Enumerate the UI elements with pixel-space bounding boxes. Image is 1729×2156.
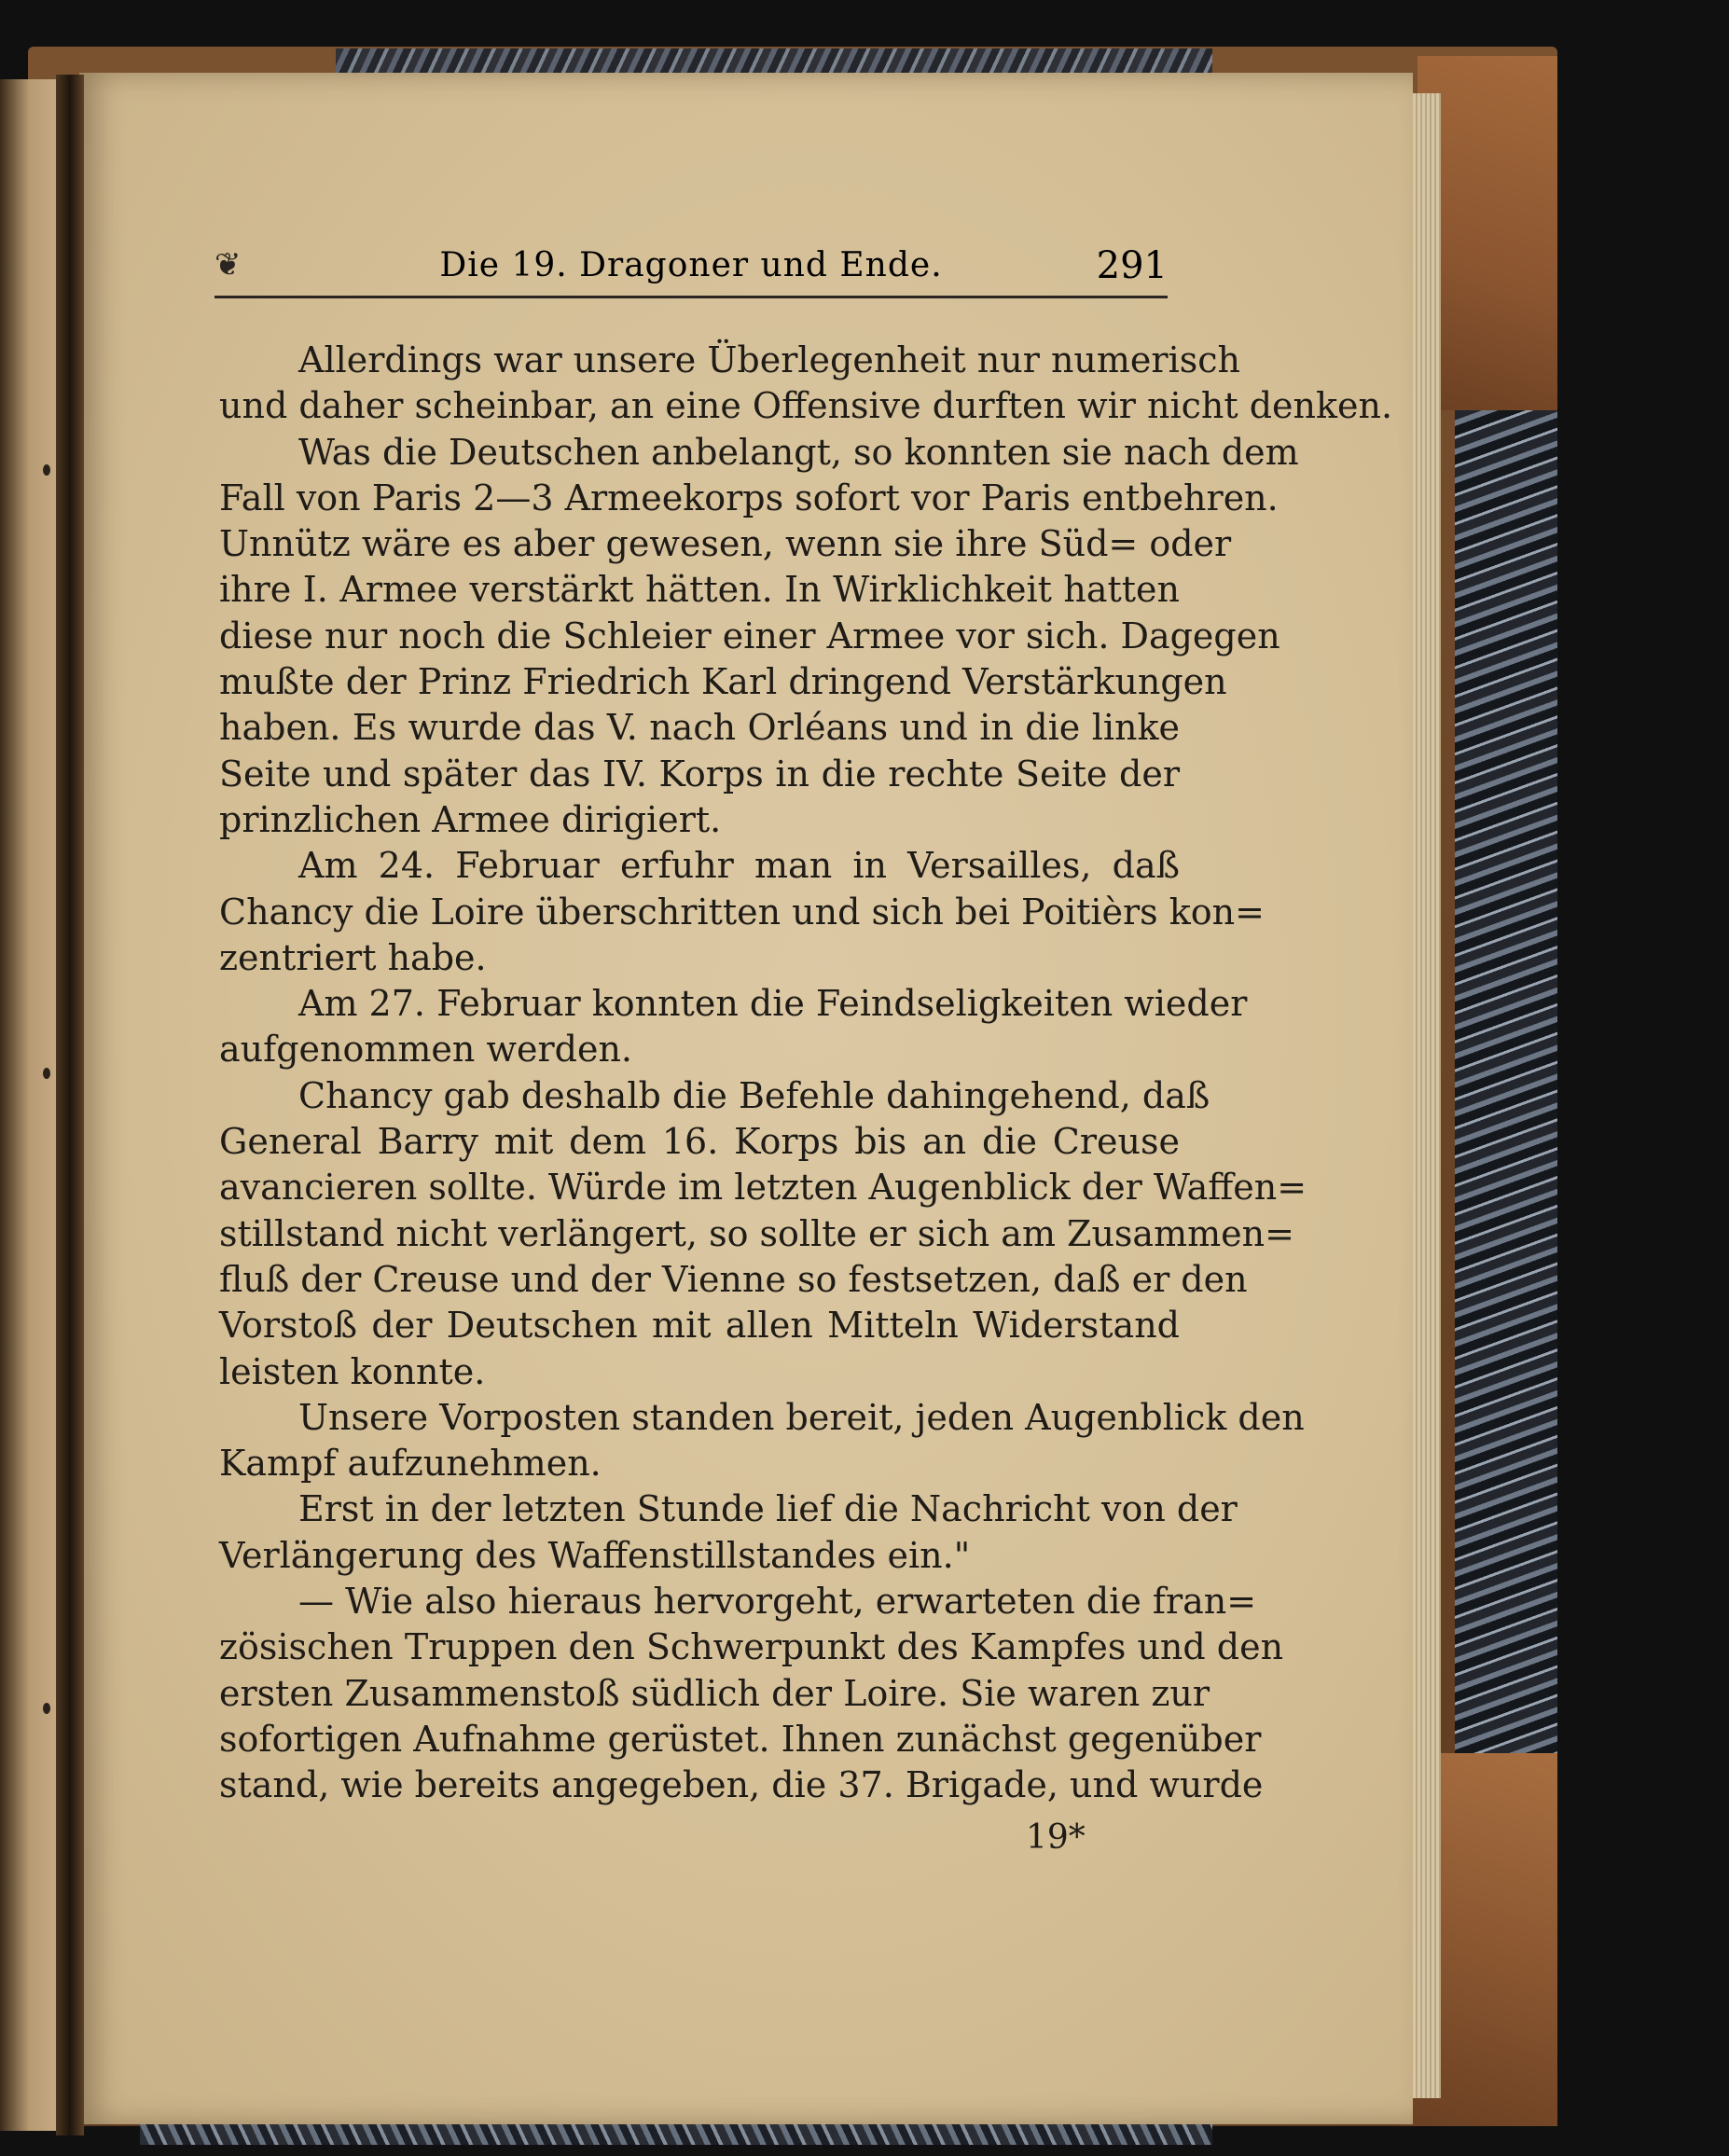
text-line: Seite und später das IV. Korps in die rechte Seite der bbox=[219, 753, 1180, 795]
text-line: aufgenommen werden. bbox=[219, 1029, 633, 1071]
text-line: und daher scheinbar, an eine Offensive durften wir nicht denken. bbox=[219, 385, 1393, 427]
header-rule bbox=[214, 296, 1168, 298]
text-line: Am 24. Februar erfuhr man in Versailles, daß bbox=[298, 845, 1180, 887]
text-line: fluß der Creuse und der Vienne so festsetzen, daß er den bbox=[219, 1258, 1248, 1300]
margin-mark bbox=[43, 1703, 50, 1714]
running-title: Die 19. Dragoner und Ende. bbox=[439, 246, 943, 284]
text-line: stillstand nicht verlängert, so sollte er sich am Zusammen= bbox=[219, 1212, 1294, 1254]
text-line: leisten konnte. bbox=[219, 1350, 486, 1392]
text-line: diese nur noch die Schleier einer Armee vor sich. Dagegen bbox=[219, 615, 1280, 656]
text-line: prinzlichen Armee dirigiert. bbox=[219, 798, 722, 840]
text-line: ersten Zusammenstoß südlich der Loire. Sie waren zur bbox=[219, 1672, 1210, 1714]
text-line: Chancy die Loire überschritten und sich bei Poitièrs kon= bbox=[219, 891, 1265, 933]
text-line: Kampf aufzunehmen. bbox=[219, 1443, 602, 1485]
text-line: avancieren sollte. Würde im letzten Augenblick der Waffen= bbox=[219, 1167, 1307, 1209]
text-line: zentriert habe. bbox=[219, 936, 487, 978]
text-line: Chancy gab deshalb die Befehle dahingehend, daß bbox=[298, 1074, 1210, 1116]
text-line: zösischen Truppen den Schwerpunkt des Kampfes und den bbox=[219, 1626, 1284, 1668]
page-number: 291 bbox=[1096, 244, 1168, 287]
text-line: — Wie also hieraus hervorgeht, erwarteten die fran= bbox=[298, 1581, 1257, 1623]
text-line: Allerdings war unsere Überlegenheit nur numerisch bbox=[298, 339, 1240, 380]
text-line: sofortigen Aufnahme gerüstet. Ihnen zunächst gegenüber bbox=[219, 1718, 1262, 1760]
body-text bbox=[219, 338, 1393, 1809]
text-line: Vorstoß der Deutschen mit allen Mitteln Widerstand bbox=[219, 1305, 1180, 1347]
text-line: Erst in der letzten Stunde lief die Nachricht von der bbox=[298, 1488, 1238, 1530]
text-line: stand, wie bereits angegeben, die 37. Brigade, und wurde bbox=[219, 1764, 1264, 1806]
book-gutter bbox=[56, 75, 84, 2135]
running-header bbox=[214, 241, 1168, 297]
text-line: ihre I. Armee verstärkt hätten. In Wirklichkeit hatten bbox=[219, 569, 1180, 611]
text-line: Unsere Vorposten standen bereit, jeden Augenblick den bbox=[298, 1396, 1305, 1438]
text-line: Was die Deutschen anbelangt, so konnten sie nach dem bbox=[298, 431, 1299, 473]
margin-mark bbox=[43, 1068, 50, 1079]
text-line: Verlängerung des Waffenstillstandes ein." bbox=[219, 1534, 971, 1576]
text-line: General Barry mit dem 16. Korps bis an die Creuse bbox=[219, 1121, 1180, 1163]
text-line: Unnütz wäre es aber gewesen, wenn sie ihre Süd= oder bbox=[219, 523, 1232, 565]
margin-mark bbox=[43, 464, 50, 476]
marbled-cover-right bbox=[1455, 410, 1557, 1762]
signature-mark: 19* bbox=[1026, 1818, 1086, 1857]
header-ornament-icon: ❦ bbox=[214, 246, 242, 283]
text-line: Am 27. Februar konnten die Feindseligkeiten wieder bbox=[298, 983, 1248, 1025]
text-line: haben. Es wurde das V. nach Orléans und in die linke bbox=[219, 707, 1180, 749]
text-line: mußte der Prinz Friedrich Karl dringend Verstärkungen bbox=[219, 661, 1227, 703]
text-line: Fall von Paris 2—3 Armeekorps sofort vor Paris entbehren. bbox=[219, 477, 1279, 518]
